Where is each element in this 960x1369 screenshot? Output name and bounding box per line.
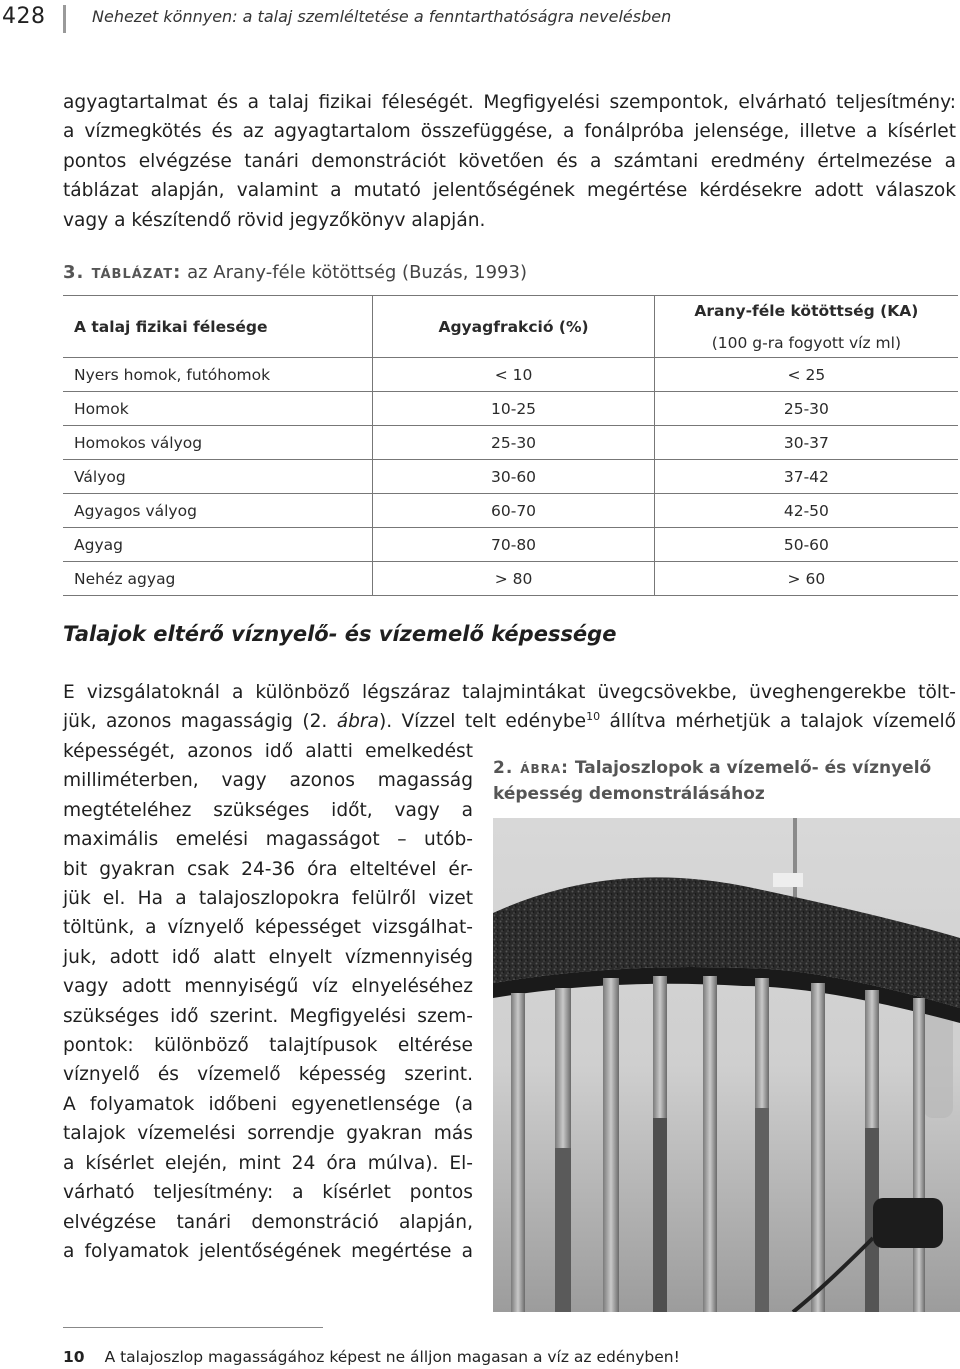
text-line: E vizsgálatoknál a különböző légszáraz talajmintákat üvegcsövekbe, üveghengerekbe tölt- xyxy=(63,682,956,703)
running-title: Nehezet könnyen: a talaj szemléltetése a fenntarthatóságra nevelésben xyxy=(92,7,672,26)
text-line: képességét, azonos idő alatti emelkedést xyxy=(63,741,473,762)
cell-clay-fraction: > 80 xyxy=(373,562,654,596)
cell-clay-fraction: 25-30 xyxy=(373,426,654,460)
cell-soil-type: Vályog xyxy=(63,460,373,494)
cell-arany-bonding: 30-37 xyxy=(654,426,958,460)
text-line: pontok: különböző talajtípusok eltérése xyxy=(63,1035,473,1057)
cell-clay-fraction: 30-60 xyxy=(373,460,654,494)
header-divider xyxy=(63,5,66,33)
table-row xyxy=(63,562,958,596)
text-line: pontos elvégzése tanári demonstrációt követően és a számtani eredmény értelmezése a xyxy=(63,150,956,172)
cell-arany-bonding: 25-30 xyxy=(654,392,958,426)
intro-paragraph xyxy=(63,88,956,235)
soil-bonding-table xyxy=(63,295,958,596)
text-line: jük el. Ha a talajoszlopokra felülről vizet xyxy=(63,888,473,910)
text-line: vagy a készítendő rövid jegyzőkönyv alapján. xyxy=(63,209,486,231)
text-line: táblázat alapján, valamint a mutató jelentőségének megértése kérdésekre adott válaszok xyxy=(63,180,956,202)
text-line: a vízmegkötés és az agyagtartalom összefüggése, a fonálpróba jelensége, illetve a kísérlet xyxy=(63,121,956,143)
cell-soil-type: Homok xyxy=(63,392,373,426)
section-paragraph-wide xyxy=(63,678,956,737)
table-row xyxy=(63,392,958,426)
text-segment: ). Vízzel telt edénybe xyxy=(378,711,587,733)
cell-soil-type: Nehéz agyag xyxy=(63,562,373,596)
figure-reference: ábra xyxy=(336,711,379,733)
text-line: szükséges idő szerint. Megfigyelési szem- xyxy=(63,1005,473,1027)
section-paragraph-narrow xyxy=(63,737,473,1266)
table-row xyxy=(63,426,958,460)
table-caption-label: 3. táblázat: xyxy=(63,262,182,283)
header-clay-fraction: Agyagfrakció (%) xyxy=(373,296,654,358)
text-line: A folyamatok időbeni egyenetlensége (a xyxy=(63,1093,473,1115)
cell-arany-bonding: < 25 xyxy=(654,358,958,392)
text-segment: állítva mérhetjük a talajok vízemelő xyxy=(600,711,956,733)
table-row xyxy=(63,528,958,562)
table-row xyxy=(63,494,958,528)
text-line: bit gyakran csak 24-36 óra elteltével ér- xyxy=(63,858,473,880)
footnote-marker: 10 xyxy=(586,710,601,724)
text-line: vagy adott mennyiségű víz elnyeléséhez xyxy=(63,976,473,998)
text-line xyxy=(63,707,956,736)
header-arany-bonding-main: Arany-féle kötöttség (KA) xyxy=(694,301,919,320)
text-line: víznyelő és vízemelő képesség szerint. xyxy=(63,1064,473,1086)
figure-caption-text: Talajoszlopok a vízemelő- és víznyelő képesség demonstrálásához xyxy=(493,758,932,804)
cell-arany-bonding: > 60 xyxy=(654,562,958,596)
text-line: maximális emelési magasságot – utób- xyxy=(63,829,473,851)
soil-column-photo-drawing xyxy=(493,818,960,1312)
cell-soil-type: Nyers homok, futóhomok xyxy=(63,358,373,392)
cell-arany-bonding: 37-42 xyxy=(654,460,958,494)
soil-column-photo xyxy=(493,818,960,1312)
table-caption-text: az Arany-féle kötöttség (Buzás, 1993) xyxy=(181,262,527,283)
text-line: töltünk, a víznyelő képességet vizsgálhat- xyxy=(63,917,473,939)
figure-caption xyxy=(493,755,933,807)
cell-clay-fraction: 60-70 xyxy=(373,494,654,528)
header-arany-bonding-sub: (100 g-ra fogyott víz ml) xyxy=(711,333,902,352)
footnote-number: 10 xyxy=(63,1348,85,1366)
figure-caption-label: 2. ábra: xyxy=(493,758,569,778)
text-line: a kísérlet elején, mint 24 óra múlva). El- xyxy=(63,1152,473,1174)
cell-soil-type: Agyagos vályog xyxy=(63,494,373,528)
table-header-row xyxy=(63,296,958,358)
cell-arany-bonding: 50-60 xyxy=(654,528,958,562)
text-line: elvégzése tanári demonstráció alapján, xyxy=(63,1211,473,1233)
text-line: várható teljesítmény: a kísérlet pontos xyxy=(63,1182,473,1204)
header-soil-type: A talaj fizikai félesége xyxy=(63,296,373,358)
cell-clay-fraction: < 10 xyxy=(373,358,654,392)
text-line: a folyamatok jelentőségének megértése a xyxy=(63,1240,473,1262)
page-header xyxy=(0,0,960,44)
footnote xyxy=(63,1348,680,1366)
cell-soil-type: Agyag xyxy=(63,528,373,562)
table-row xyxy=(63,358,958,392)
cell-clay-fraction: 10-25 xyxy=(373,392,654,426)
table-caption xyxy=(63,262,527,283)
text-line: agyagtartalmat és a talaj fizikai féleségét. Megfigyelési szempontok, elvárható teljesítmény: xyxy=(63,92,956,113)
cell-arany-bonding: 42-50 xyxy=(654,494,958,528)
text-line: juk, adott idő alatt elnyelt vízmennyiség xyxy=(63,946,473,968)
text-line: talajok vízemelési sorrendje gyakran más xyxy=(63,1123,473,1145)
footnote-rule xyxy=(63,1327,323,1328)
cell-clay-fraction: 70-80 xyxy=(373,528,654,562)
text-line: milliméterben, vagy azonos magasság xyxy=(63,770,473,792)
table-row xyxy=(63,460,958,494)
footnote-text: A talajoszlop magasságához képest ne álljon magasan a víz az edényben! xyxy=(104,1348,680,1366)
text-line: megtételéhez szükséges időt, vagy a xyxy=(63,799,473,821)
header-arany-bonding xyxy=(654,296,958,358)
cell-soil-type: Homokos vályog xyxy=(63,426,373,460)
section-heading: Talajok eltérő víznyelő- és vízemelő képessége xyxy=(63,622,617,646)
text-segment: jük, azonos magasságig (2. xyxy=(63,711,337,733)
page-number: 428 xyxy=(2,4,46,29)
